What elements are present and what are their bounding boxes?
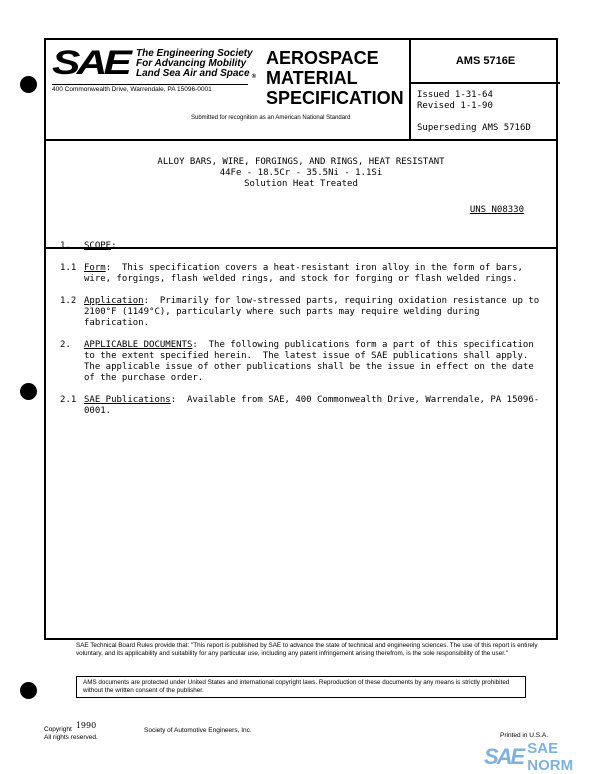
binder-hole-icon: [20, 682, 37, 699]
watermark-text: SAE NORM: [527, 740, 574, 774]
sae-logo-icon: SAE: [52, 44, 129, 82]
ansi-submission-note: Submitted for recognition as an American National Standard: [191, 115, 351, 121]
section-1-1: [60, 263, 540, 285]
section-text: :: [111, 241, 117, 251]
spec-frame: [44, 38, 558, 640]
technical-board-rules: SAE Technical Board Rules provide that: "This report is published by SAE to advance the state of technical and engineering sciences. The use of this report is entirely voluntary, and its applicability and suitability for any particular use, including any patent infringement arising therefrom, is the sole responsibility of the user.": [76, 642, 538, 657]
uns-number: UNS N08330: [469, 205, 524, 215]
section-heading: SCOPE: [84, 241, 112, 251]
sae-watermark-logo-icon: SAE: [484, 744, 524, 769]
registered-mark: ®: [251, 74, 256, 80]
title-block: [46, 139, 556, 249]
section-heading: SAE Publications: [84, 395, 171, 405]
section-number: 2.1: [60, 395, 77, 405]
header-right: [409, 40, 560, 139]
copyright-year: 1990: [75, 721, 97, 730]
sae-address: 400 Commonwealth Drive, Warrendale, PA 15096-0001: [52, 84, 248, 93]
document-title: [46, 157, 556, 190]
section-1-2: [60, 296, 545, 329]
issued-date: Issued 1-31-64: [417, 90, 493, 100]
printed-in: Printed in U.S.A.: [500, 732, 549, 739]
superseding-note: Superseding AMS 5716D: [417, 123, 531, 133]
document-type: [266, 48, 404, 108]
tagline-line: For Advancing Mobility: [136, 58, 247, 69]
title-line: ALLOY BARS, WIRE, FORGINGS, AND RINGS, HEAT RESISTANT: [157, 157, 445, 167]
sae-branding: [52, 44, 256, 82]
section-number: 1.2: [60, 296, 77, 306]
doc-type-line: SPECIFICATION: [266, 88, 404, 108]
section-text: : The following publications form a part of this specification to the extent specified herein. The latest issue of SAE publications shall apply. The applicable issue of other publications shall be the issue in effect on the date of the purchase order.: [84, 340, 540, 383]
publisher-name: Society of Automotive Engineers, Inc.: [144, 727, 252, 734]
section-2-1: [60, 395, 540, 417]
ams-number: AMS 5716E: [411, 40, 560, 84]
doc-type-line: AEROSPACE: [266, 48, 379, 68]
spec-body: [60, 241, 545, 428]
section-number: 2.: [60, 340, 71, 350]
section-2: [60, 340, 540, 384]
section-heading: Form: [84, 263, 106, 273]
revision-info: [417, 90, 531, 134]
sae-tagline: [136, 49, 256, 82]
section-number: 1.1: [60, 263, 77, 273]
section-text: : This specification covers a heat-resistant iron alloy in the form of bars, wire, forgings, flash welded rings, and stock for forging or flash welded rings.: [84, 263, 529, 284]
condition-line: Solution Heat Treated: [244, 179, 358, 189]
header-left: [46, 40, 406, 139]
sae-norm-watermark: [484, 740, 600, 774]
section-heading: Application: [84, 296, 144, 306]
revised-date: Revised 1-1-90: [417, 101, 493, 111]
binder-hole-icon: [20, 76, 37, 93]
tagline-line: The Engineering Society: [136, 48, 253, 59]
copyright-block: [44, 722, 98, 742]
section-text: : Primarily for low-stressed parts, requiring oxidation resistance up to 2100°F (1149°C), particularly where such parts may require welding during fabrication.: [84, 296, 545, 328]
binder-hole-icon: [20, 383, 37, 400]
copyright-notice-box: AMS documents are protected under United States and international copyright laws. Reproduction of these documents by any means is strictly prohibited without the written consent of the publisher.: [76, 676, 526, 698]
section-heading: APPLICABLE DOCUMENTS: [84, 340, 193, 350]
tagline-line: Land Sea Air and Space: [136, 68, 250, 79]
copyright-label: Copyright: [44, 726, 72, 733]
rights-reserved: All rights reserved.: [44, 734, 98, 741]
section-1: [60, 241, 540, 252]
doc-type-line: MATERIAL: [266, 68, 358, 88]
composition-line: 44Fe - 18.5Cr - 35.5Ni - 1.1Si: [219, 168, 383, 178]
section-text: : Available from SAE, 400 Commonwealth Drive, Warrendale, PA 15096-0001.: [84, 395, 540, 416]
section-number: 1.: [60, 241, 71, 251]
